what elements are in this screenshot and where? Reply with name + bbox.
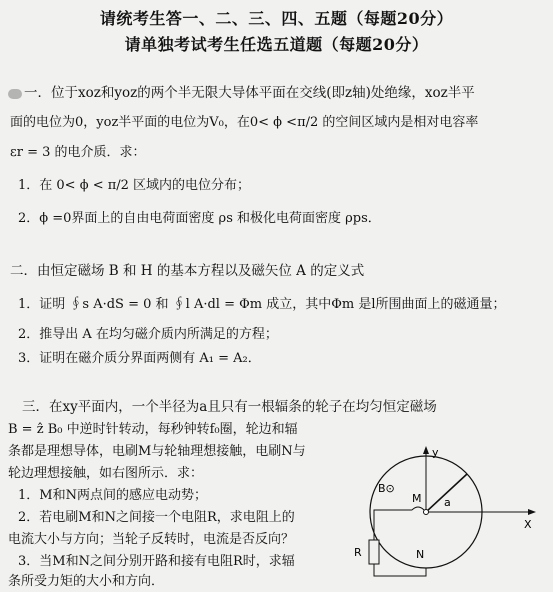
q3-line-9: 条所受力矩的大小和方向． (8, 574, 165, 589)
b-field-label: B⊙ (378, 482, 395, 495)
q3-line-8: 3．当M和N之间分别开路和接有电阻R时，求辐 (18, 554, 295, 569)
q3-line-5: 1．M和N两点间的感应电动势； (18, 488, 207, 503)
resistor-label: R (354, 546, 362, 559)
q3-line-2: B = ẑ B₀ 中逆时针转动，每秒钟转f₀圈，轮边和辐 (8, 422, 298, 437)
resistor (369, 540, 379, 564)
x-axis-arrow (528, 509, 536, 515)
q1-line-3: εr = 3 的电介质．求： (10, 145, 146, 160)
ink-blot (8, 89, 22, 99)
q3-line-7: 电流大小与方向；当轮子反转时，电流是否反向？ (8, 532, 295, 547)
header-line-2: 请单独考试考生任选五道题（每题20分） (124, 35, 429, 54)
radius-label: a (444, 496, 451, 509)
q2-sub-3: 3．证明在磁介质分界面两侧有 A₁ = A₂． (18, 351, 261, 366)
wheel-figure (352, 440, 548, 590)
header-line-1: 请统考生答一、二、三、四、五题（每题20分） (99, 9, 454, 28)
q1-line-1: 一．位于xoz和yoz的两个半无限大导体平面在交线(即z轴)处绝缘，xoz半平 (8, 84, 475, 102)
q1-line-2: 面的电位为0，yoz半平面的电位为V₀，在0< ϕ <π/2 的空间区域内是相对电容率 (10, 115, 479, 130)
y-axis-arrow (423, 446, 429, 454)
y-axis-label: y (432, 446, 439, 459)
q2-sub-1: 1．证明 ∮s A·dS = 0 和 ∮l A·dl = Φm 成立，其中Φm 是l所围曲面上的磁通量； (18, 297, 506, 312)
q3-line-4: 轮边理想接触，如右图所示．求： (8, 466, 204, 481)
q1-sub-1: 1．在 0< ϕ < π/2 区域内的电位分布； (18, 178, 251, 193)
q1-sub-2: 2．ϕ =0界面上的自由电荷面密度 ρs 和极化电荷面密度 ρps． (18, 211, 381, 226)
q3-line-6: 2．若电刷M和N之间接一个电阻R，求电阻上的 (18, 510, 295, 525)
q2-sub-2: 2．推导出 A 在均匀磁介质内所满足的方程； (18, 327, 278, 342)
brush-n-label: N (416, 548, 425, 561)
x-axis-label: X (524, 518, 532, 531)
q2-line-1: 二．由恒定磁场 B 和 H 的基本方程以及磁矢位 A 的定义式 (10, 263, 365, 279)
wire-n (374, 564, 426, 576)
brush-m-label: M (412, 492, 422, 505)
q3-line-3: 条都是理想导体，电刷M与轮轴理想接触，电刷N与 (8, 444, 306, 459)
brush-m (412, 507, 424, 510)
wire-m (374, 510, 412, 540)
q3-line-1: 三．在xy平面内，一个半径为a且只有一根辐条的轮子在均匀恒定磁场 (22, 399, 437, 415)
wheel-axle (424, 510, 429, 515)
